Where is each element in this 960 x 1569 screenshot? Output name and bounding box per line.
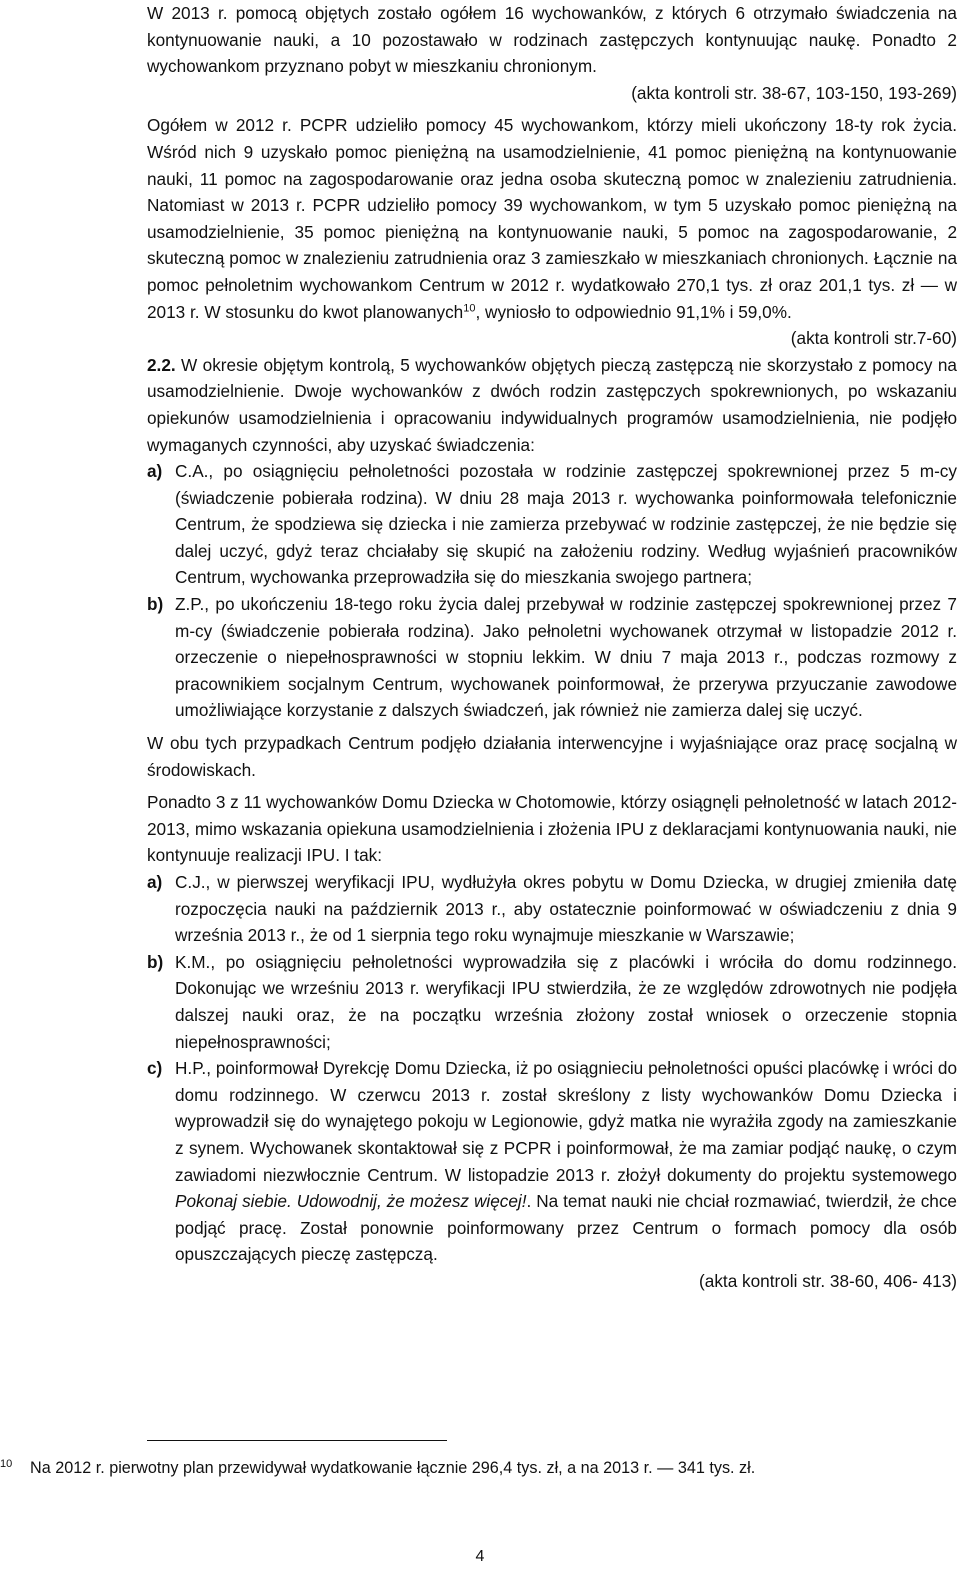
file-reference: (akta kontroli str. 38-67, 103-150, 193-269)	[631, 82, 957, 103]
list-label: a)	[147, 461, 163, 482]
list-text-part: H.P., poinformował Dyrekcję Domu Dziecka, iż po osiągnieciu pełnoletności opuści placówkę i wróci do domu rodzinnego. W czerwcu 2013 r. został skreślony z listy wychowanków Domu Dziecka i wyprowadził się do wynajętego pokoju w Legionowie, gdyż matka nie wyrażiła zgody na zamieszkanie z synem. Wychowanek skontaktował się z PCPR i poinformował, że ma zamiar podjąć naukę, o czym zawiadomi niezwłocznie Centrum. W listopadzie 2013 r. złożył dokumenty do projektu systemowego	[175, 1058, 957, 1185]
list-item	[147, 869, 957, 949]
list-text-part: . Na temat nauki nie chciał rozmawiać, twierdził, że chce podjąć pracę. Został ponownie poinformowany przez Centrum o formach pomocy dla osób opuszczających pieczę zastępczą.	[175, 1191, 957, 1265]
list-item	[147, 949, 957, 1055]
section-text: W okresie objętym kontrolą, 5 wychowanków objętych pieczą zastępczą nie skorzystało z pomocy na usamodzielnienie. Dwoje wychowanków z dwóch rodzin zastępczych spokrewnionych, po wskazaniu opiekunów usamodzielnienia i opracowaniu indywidualnych programów usamodzielnienia, nie podjęło wymaganych czynności, aby uzyskać świadczenia:	[147, 354, 957, 455]
footnote-separator	[147, 1440, 447, 1441]
paragraph-2012-2013	[147, 112, 957, 325]
list-text	[175, 1055, 957, 1268]
list-label: a)	[147, 872, 163, 892]
paragraph-intro: W 2013 r. pomocą objętych zostało ogółem 16 wychowanków, z których 6 otrzymało świadczenia na kontynuowanie nauki, a 10 pozostawało w rodzinach zastępczych kontynuując naukę. Ponadto 2 wychowankom przyznano pobyt w mieszkaniu chronionym.	[147, 3, 957, 77]
list-text: K.M., po osiągnięciu pełnoletności wyprowadziła się z placówki i wróciła do domu rodzinnego. Dokonując we wrześniu 2013 r. weryfikacji IPU stwierdziła, że ze względów zdrowotnych nie podjęła dalszej nauki oraz, że na początku września złożony został wniosek o orzeczenie stopnia niepełnosprawności;	[175, 951, 957, 1052]
list-item	[147, 1055, 957, 1268]
list-label: b)	[147, 594, 164, 615]
project-title: Pokonaj siebie. Udowodnij, że możesz więcej!	[175, 1191, 527, 1212]
file-reference: (akta kontroli str.7-60)	[790, 328, 957, 349]
paragraph-text-end: , wyniosło to odpowiednio 91,1% i 59,0%.	[475, 301, 792, 322]
section-number: 2.2.	[147, 354, 176, 375]
section-2-2	[147, 352, 957, 458]
paragraph-chotomow: Ponadto 3 z 11 wychowanków Domu Dziecka w Chotomowie, którzy osiągnęli pełnoletność w latach 2012-2013, mimo wskazania opiekuna usamodzielnienia i złożenia IPU z deklaracjami kontynuowania nauki, nie kontynuuje realizacji IPU. I tak:	[147, 792, 957, 866]
footnote-text: Na 2012 r. pierwotny plan przewidywał wydatkowanie łącznie 296,4 tys. zł, a na 2013 r. — 341 tys. zł.	[30, 1459, 756, 1477]
page-number: 4	[475, 1548, 485, 1565]
list-text: Z.P., po ukończeniu 18-tego roku życia dalej przebywał w rodzinie zastępczej spokrewnionej przez 7 m-cy (świadczenie pobierała rodzina). Jako pełnoletni wychowanek otrzymał w listopadzie 2012 r. orzeczenie o niepełnosprawności w stopniu lekkim. W dniu 7 maja 2013 r., podczas rozmowy z pracownikiem socjalnym Centrum, wychowanek poinformował, że przerywa przyuczanie zawodowe umożliwiające korzystanie z dalszych świadczeń, jak również nie zamierza dalej się uczyć.	[175, 594, 957, 721]
paragraph-text: Ogółem w 2012 r. PCPR udzieliło pomocy 45 wychowankom, którzy mieli ukończony 18-ty rok życia. Wśród nich 9 uzyskało pomoc pieniężną na usamodzielnienie, 41 pomoc pieniężną na kontynuowanie nauki, 11 pomoc na zagospodarowanie oraz jedna osoba skuteczną pomoc w znalezieniu zatrudnienia. Natomiast w 2013 r. PCPR udzieliło pomocy 39 wychowankom, w tym 5 uzyskało pomoc pieniężną na usamodzielnienie, 35 pomoc pieniężną na kontynuowanie nauki, 5 pomoc na zagospodarowanie, 2 skuteczną pomoc w znalezieniu zatrudnienia oraz 3 zamieszkało w mieszkaniach chronionych. Łącznie na pomoc pełnoletnim wychowankom Centrum w 2012 r. wydatkowało 270,1 tys. zł oraz 201,1 tys. zł — w 2013 r. W stosunku do kwot planowanych	[147, 115, 957, 322]
list-text: C.J., w pierwszej weryfikacji IPU, wydłużyła okres pobytu w Domu Dziecka, w drugiej zmieniła datę rozpoczęcia nauki na październik 2013 r., aby ostatecznie poinformować w oświadczeniu z dnia 9 września 2013 r., że od 1 sierpnia tego roku wynajmuje mieszkanie w Warszawie;	[175, 872, 957, 946]
list-label: c)	[147, 1058, 163, 1079]
list-item	[147, 591, 957, 724]
paragraph-both-cases: W obu tych przypadkach Centrum podjęło działania interwencyjne i wyjaśniające oraz pracę socjalną w środowiskach.	[147, 733, 957, 780]
main-text	[147, 0, 957, 1295]
footnote-reference[interactable]: 10	[463, 301, 476, 314]
footnote-number: 10	[0, 1458, 13, 1470]
list-item	[147, 458, 957, 591]
list-label: b)	[147, 951, 164, 972]
list-text: C.A., po osiągnięciu pełnoletności pozostała w rodzinie zastępczej spokrewnionej przez 5 m-cy (świadczenie pobierała rodzina). W dniu 28 maja 2013 r. wychowanka poinformowała telefonicznie Centrum, że spodziewa się dziecka i nie zamierza przebywać w rodzinie zastępczej, że nie będzie się dalej uczyć, gdyż teraz chciałaby się skupić na założeniu rodziny. Według wyjaśnień pracowników Centrum, wychowanka przeprowadziła się do mieszkania swojego partnera;	[175, 461, 957, 588]
file-reference: (akta kontroli str. 38-60, 406- 413)	[699, 1270, 957, 1291]
